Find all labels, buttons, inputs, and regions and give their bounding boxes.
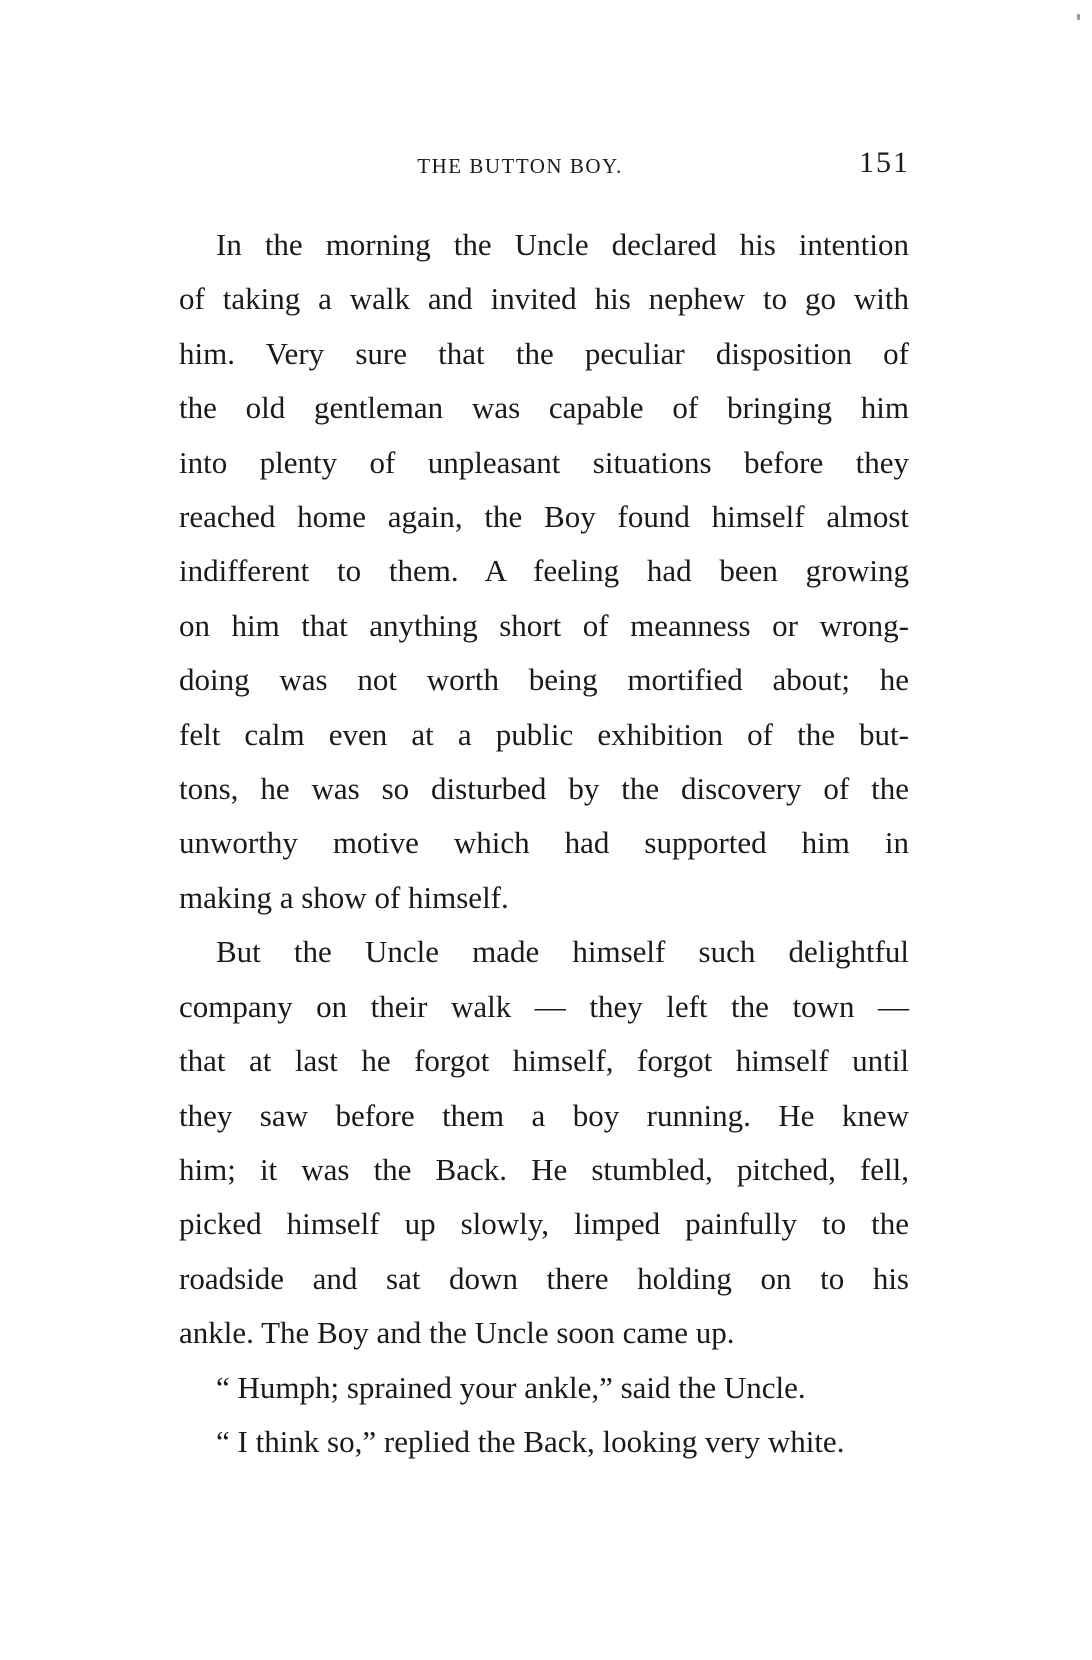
paragraph-1 <box>179 218 909 925</box>
scan-speck <box>1077 14 1080 20</box>
text-line: making a show of himself. <box>179 879 509 915</box>
text-line: In the morning the Uncle declared his intention <box>216 227 909 262</box>
text-line: company on their walk — they left the town — <box>179 988 909 1024</box>
text-line: doing was not worth being mortified about; he <box>179 662 909 698</box>
text-line: into plenty of unpleasant situations before they <box>179 444 909 480</box>
text-line: felt calm even at a public exhibition of the but- <box>179 716 909 752</box>
text-line: him; it was the Back. He stumbled, pitched, fell, <box>179 1151 909 1187</box>
text-line: the old gentleman was capable of bringing him <box>179 390 909 426</box>
text-line: ankle. The Boy and the Uncle soon came up. <box>179 1315 735 1351</box>
paragraph-4 <box>179 1415 909 1469</box>
text-line: “ Humph; sprained your ankle,” said the Uncle. <box>216 1369 806 1405</box>
text-line: him. Very sure that the peculiar disposition of <box>179 335 909 371</box>
text-line: on him that anything short of meanness or wrong- <box>179 607 909 643</box>
text-line: they saw before them a boy running. He knew <box>179 1097 909 1133</box>
text-line: of taking a walk and invited his nephew to go with <box>179 281 909 317</box>
text-line: unworthy motive which had supported him in <box>179 825 909 861</box>
page-number: 151 <box>859 146 910 179</box>
text-line: reached home again, the Boy found himself almost <box>179 499 909 535</box>
text-line: picked himself up slowly, limped painfully to the <box>179 1206 909 1242</box>
running-head: THE BUTTON BOY. <box>417 154 623 178</box>
text-line: tons, he was so disturbed by the discovery of the <box>179 771 909 807</box>
paragraph-3 <box>179 1361 909 1415</box>
text-line: “ I think so,” replied the Back, looking very white. <box>216 1423 845 1459</box>
text-line: that at last he forgot himself, forgot himself until <box>179 1043 909 1079</box>
text-line: roadside and sat down there holding on to his <box>179 1260 909 1296</box>
text-line: indifferent to them. A feeling had been growing <box>179 553 909 589</box>
paragraph-2 <box>179 925 909 1360</box>
text-line: But the Uncle made himself such delightful <box>216 934 909 970</box>
page-header <box>178 140 910 180</box>
body-text <box>179 218 909 1469</box>
